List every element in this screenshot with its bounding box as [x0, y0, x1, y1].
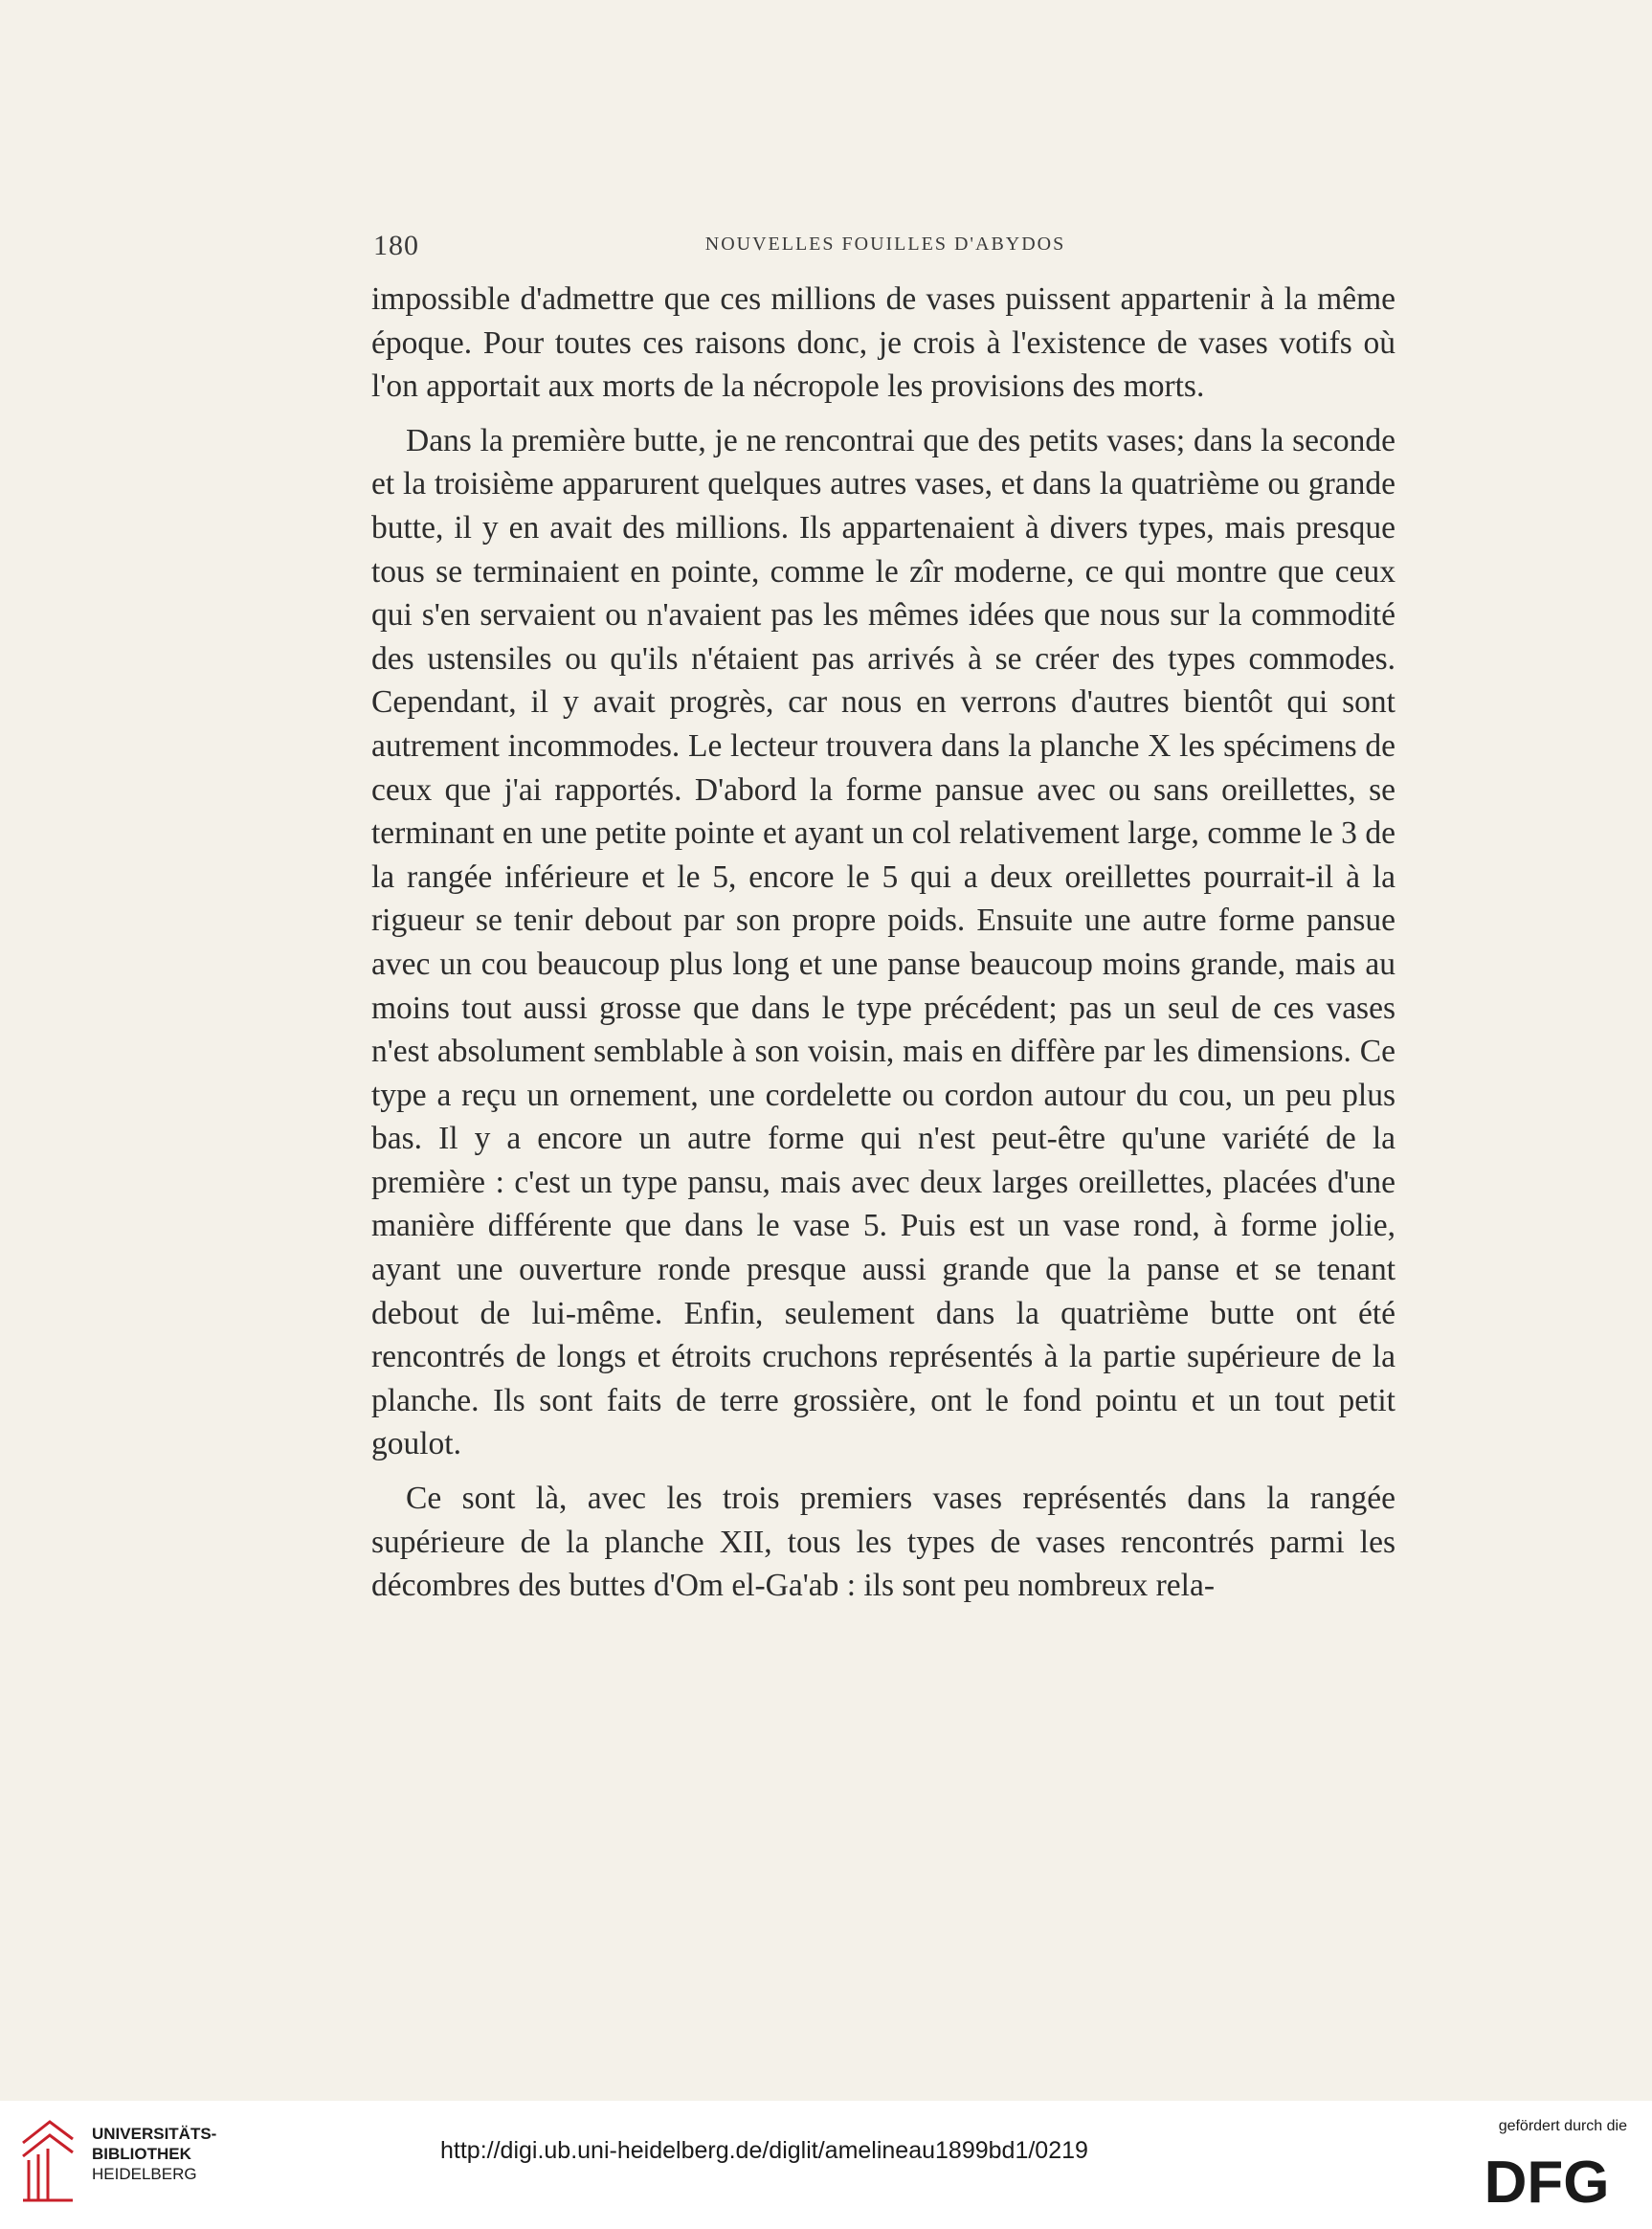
paragraph-1: impossible d'admettre que ces millions de vases puissent appartenir à la même époque. Pour toutes ces raisons donc, je crois à l'existence de vases votifs où l'on apportait aux morts de la nécropole les provisions des morts. [371, 281, 1395, 405]
svg-text:DFG: DFG [1484, 2151, 1610, 2208]
page-number: 180 [373, 230, 419, 261]
running-head [373, 230, 1397, 268]
university-library-name: UNIVERSITÄTS- BIBLIOTHEK HEIDELBERG [92, 2125, 217, 2183]
paragraph-2: Dans la première butte, je ne rencontrai que des petits vases; dans la seconde et la troisième apparurent quelques autres vases, et dans la quatrième ou grande butte, il y en avait des millions. Ils appartenaient à divers types, mais presque tous se terminaient en pointe, comme le zîr moderne, ce qui montre que ceux qui s'en servaient ou n'avaient pas les mêmes idées que nous sur la commodité des ustensiles ou qu'ils n'étaient pas arrivés à se créer des types commodes. Cependant, il y avait progrès, car nous en verrons d'autres bientôt qui sont autrement incommodes. Le lecteur trouvera dans la planche X les spécimens de ceux que j'ai rapportés. D'abord la forme pansue avec ou sans oreillettes, se terminant en une petite pointe et ayant un col relativement large, comme le 3 de la rangée inférieure et le 5, encore le 5 qui a deux oreillettes pourrait-il à la rigueur se tenir debout par son propre poids. Ensuite une autre forme pansue avec un cou beaucoup plus long et une panse beaucoup moins grande, mais au moins tout aussi grosse que dans le type précédent; pas un seul de ces vases n'est absolument semblable à son voisin, mais en diffère par les dimensions. Ce type a reçu un ornement, une cordelette ou cordon autour du cou, un peu plus bas. Il y a encore un autre forme qui n'est peut-être qu'une variété de la première : c'est un type pansu, mais avec deux larges oreillettes, placées d'une manière différente que dans le vase 5. Puis est un vase rond, à forme jolie, ayant une ouverture ronde presque aussi grande que la panse et se tenant debout de lui-même. Enfin, seulement dans la quatrième butte ont été rencontrés de longs et étroits cruchons représentés à la partie supérieure de la planche. Ils sont faits de terre grossière, ont le fond pointu et un tout petit goulot. [371, 422, 1395, 1462]
footer-bar [0, 2101, 1652, 2229]
dfg-logo-icon [1466, 2151, 1627, 2208]
permalink-url[interactable]: http://digi.ub.uni-heidelberg.de/diglit/amelineau1899bd1/0219 [440, 2137, 1088, 2164]
body-text [371, 278, 1395, 1608]
funded-by-label: gefördert durch die [1498, 2118, 1627, 2134]
university-library-logo-icon [17, 2114, 78, 2206]
running-title: NOUVELLES FOUILLES D'ABYDOS [704, 234, 1066, 255]
paragraph-3: Ce sont là, avec les trois premiers vases représentés dans la rangée supérieure de la planche XII, tous les types de vases rencontrés parmi les décombres des buttes d'Om el-Ga'ab : ils sont peu nombreux rela- [371, 1481, 1395, 1604]
